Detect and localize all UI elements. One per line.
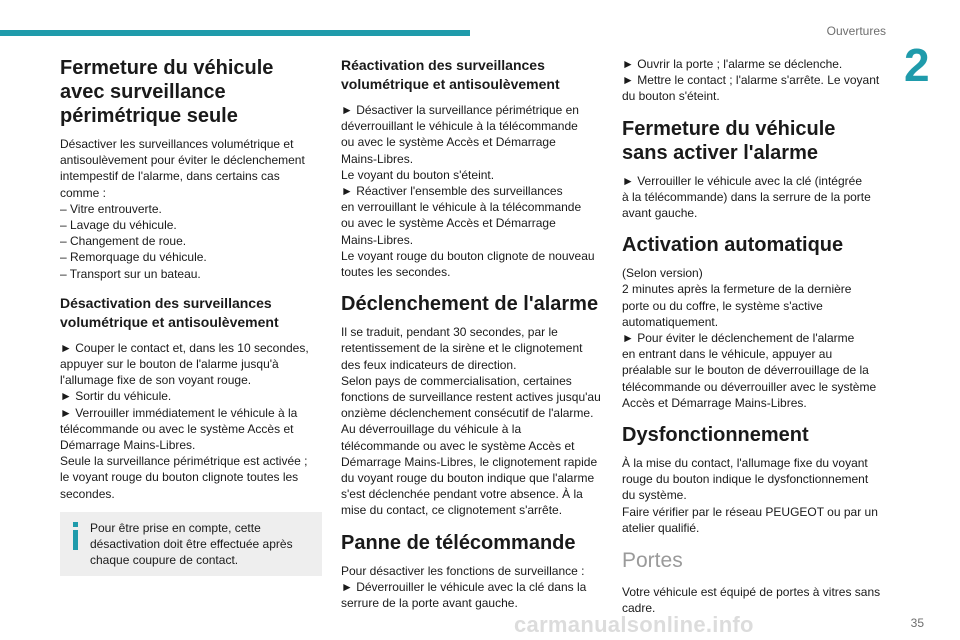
text-line: retentissement de la sirène et le clignotement	[341, 341, 583, 356]
text-line: le voyant rouge du bouton clignote toutes les	[60, 470, 299, 485]
text-line: Accès et Démarrage Mains-Libres.	[622, 395, 807, 410]
text-line: Pour désactiver les fonctions de surveillance :	[341, 563, 585, 578]
heading-activation-auto: Activation automatique	[622, 234, 844, 257]
text-line: ou avec le système Accès et Démarrage	[341, 135, 556, 150]
list-item: – Remorquage du véhicule.	[60, 250, 207, 265]
list-item: – Lavage du véhicule.	[60, 218, 177, 233]
heading-portes: Portes	[622, 549, 683, 573]
list-item: – Transport sur un bateau.	[60, 266, 201, 281]
note-line: Pour être prise en compte, cette	[90, 520, 261, 535]
text-line: du voyant rouge du bouton indique que l'alarme	[341, 471, 595, 486]
text-line: ► Mettre le contact ; l'alarme s'arrête. Le voyant	[622, 73, 880, 88]
text-line: ou avec le système Accès et Démarrage	[341, 216, 556, 231]
text-line: du système.	[622, 488, 687, 503]
heading-fermeture-perimetrique: Fermeture du véhicule avec surveillance périmétrique seule	[60, 57, 274, 127]
text-line: Le voyant du bouton s'éteint.	[341, 167, 495, 182]
list-item: – Vitre entrouverte.	[60, 201, 162, 216]
text-line: Mains-Libres.	[341, 232, 414, 247]
text-line: serrure de la porte avant gauche.	[341, 596, 518, 611]
text-line: Désactiver les surveillances volumétrique et	[60, 137, 294, 151]
text-line: (Selon version)	[622, 266, 703, 281]
text-line: ► Verrouiller immédiatement le véhicule à la	[60, 405, 298, 420]
intro-text	[60, 136, 322, 282]
text-line: avant gauche.	[622, 206, 698, 221]
text-line: ► Déverrouiller le véhicule avec la clé dans la	[341, 579, 587, 594]
text-line: porte ou du coffre, le système s'active	[622, 298, 823, 313]
text-line: atelier qualifié.	[622, 520, 700, 535]
text-line: automatiquement.	[622, 314, 719, 329]
dysfonctionnement-text	[622, 455, 884, 536]
text-line: ► Ouvrir la porte ; l'alarme se déclenche.	[622, 57, 843, 71]
text-line: Il se traduit, pendant 30 secondes, par le	[341, 325, 558, 340]
panne-text	[341, 563, 603, 612]
text-line: antisoulèvement pour éviter le déclenchement	[60, 153, 305, 168]
heading-dysfonctionnement: Dysfonctionnement	[622, 424, 809, 447]
text-line: l'allumage fixe de son voyant rouge.	[60, 373, 252, 388]
text-line: appuyer sur le bouton de l'alarme jusqu'à	[60, 357, 279, 372]
desactivation-text	[60, 340, 322, 502]
text-line: Démarrage Mains-Libres, le clignotement rapide	[341, 454, 598, 469]
text-line: mise du contact, ce clignotement s'arrête.	[341, 503, 563, 518]
text-line: des feux indicateurs de direction.	[341, 357, 517, 372]
text-line: Le voyant rouge du bouton clignote de nouveau	[341, 248, 595, 263]
text-line: ► Verrouiller le véhicule avec la clé (intégrée	[622, 173, 862, 188]
heading-declenchement: Déclenchement de l'alarme	[341, 293, 599, 316]
text-line: télécommande ou avec le système Accès et	[60, 421, 294, 436]
text-line: préalable sur le bouton de déverrouillage de la	[622, 363, 869, 378]
reactivation-text	[341, 102, 603, 280]
text-line: ► Désactiver la surveillance périmétrique en	[341, 103, 579, 117]
fermeture-text	[622, 173, 884, 222]
text-line: télécommande ou déverrouiller avec le système	[622, 379, 877, 394]
text-line: comme :	[60, 185, 107, 200]
subheading-reactivation: Réactivation des surveillances volumétrique et antisoulèvement	[341, 57, 560, 92]
text-line: cadre.	[622, 601, 656, 616]
text-line: ► Réactiver l'ensemble des surveillances	[341, 184, 563, 199]
text-line: du bouton s'éteint.	[622, 89, 720, 104]
text-line: Votre véhicule est équipé de portes à vitres sans	[622, 585, 881, 600]
text-line: en entrant dans le véhicule, appuyer au	[622, 347, 833, 362]
list-item: – Changement de roue.	[60, 234, 187, 249]
chapter-number: 2	[904, 39, 930, 91]
text-line: en verrouillant le véhicule à la télécommande	[341, 200, 582, 215]
text-line: Démarrage Mains-Libres.	[60, 438, 196, 453]
heading-panne: Panne de télécommande	[341, 531, 576, 554]
text-line: ► Pour éviter le déclenchement de l'alarme	[622, 331, 855, 346]
text-line: télécommande ou avec le système Accès et	[341, 438, 575, 453]
text-line: Au déverrouillage du véhicule à la	[341, 422, 522, 437]
column-1	[60, 56, 322, 576]
alarm-text	[341, 324, 603, 518]
watermark-text: carmanualsonline.info	[514, 612, 754, 637]
column-2	[341, 56, 603, 611]
text-line: à la télécommande) dans la serrure de la porte	[622, 189, 871, 204]
section-name: Ouvertures	[826, 24, 886, 38]
text-line: 2 minutes après la fermeture de la dernière	[622, 282, 852, 297]
info-icon	[71, 522, 79, 550]
text-line: toutes les secondes.	[341, 265, 451, 280]
text-line: Mains-Libres.	[341, 151, 414, 166]
activation-text	[622, 265, 884, 411]
text-line: secondes.	[60, 486, 115, 501]
text-line: Seule la surveillance périmétrique est activée ;	[60, 454, 308, 469]
note-line: chaque coupure de contact.	[90, 553, 239, 568]
text-line: Faire vérifier par le réseau PEUGEOT ou par un	[622, 504, 878, 519]
text-line: onzième déclenchement consécutif de l'alarme.	[341, 406, 594, 421]
text-line: rouge du bouton indique le dysfonctionnement	[622, 472, 869, 487]
text-line: déverrouillant le véhicule à la télécommande	[341, 119, 578, 134]
text-line: fonctions de surveillance restent actives jusqu'au	[341, 390, 601, 405]
top-text	[622, 56, 884, 105]
header-accent-bar	[0, 30, 470, 36]
subheading-desactivation: Désactivation des surveillances volumétrique et antisoulèvement	[60, 294, 279, 330]
heading-fermeture-sans-alarme: Fermeture du véhicule sans activer l'alarme	[622, 117, 836, 164]
text-line: Selon pays de commercialisation, certaines	[341, 373, 572, 388]
text-line: intempestif de l'alarme, dans certains cas	[60, 169, 280, 184]
page-number: 35	[910, 616, 924, 630]
column-3	[622, 56, 884, 616]
text-line: s'est déclenchée pendant votre absence. À la	[341, 487, 583, 502]
note-line: désactivation doit être effectuée après	[90, 537, 293, 552]
text-line: ► Couper le contact et, dans les 10 secondes,	[60, 340, 309, 355]
text-line: ► Sortir du véhicule.	[60, 389, 172, 404]
info-note	[60, 512, 322, 577]
text-line: À la mise du contact, l'allumage fixe du voyant	[622, 456, 868, 471]
